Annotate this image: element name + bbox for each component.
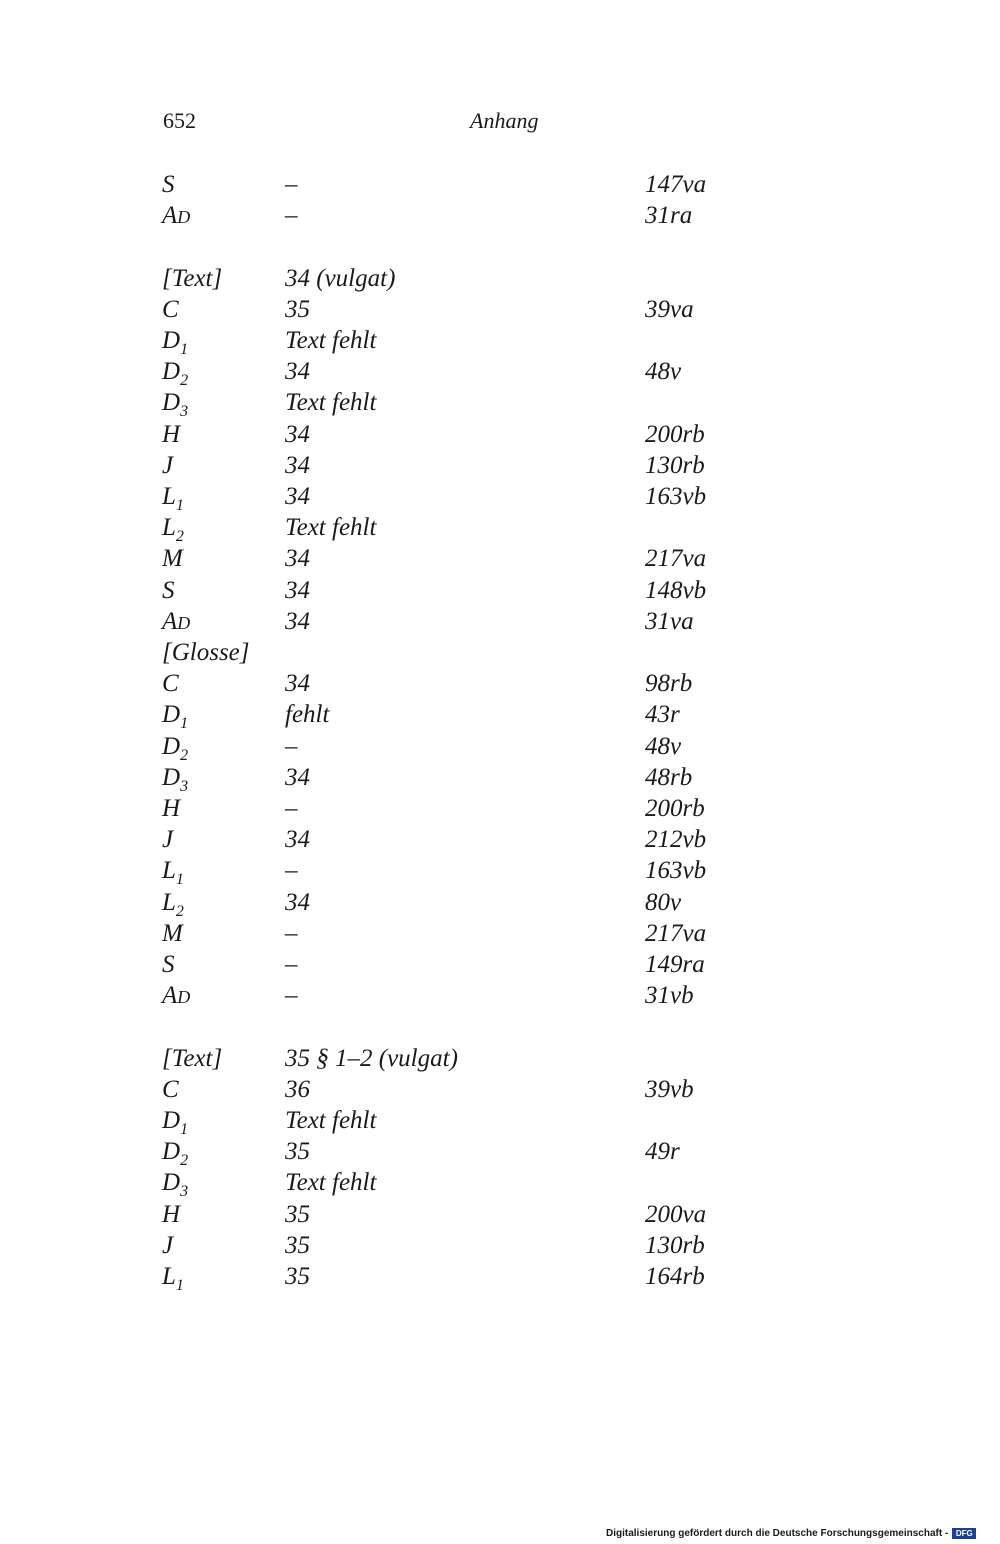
folio-cell: 164rb bbox=[645, 1263, 705, 1290]
siglum-cell bbox=[162, 762, 188, 796]
siglum-cell bbox=[162, 980, 190, 1013]
siglum-cell bbox=[162, 325, 188, 359]
siglum-cell bbox=[162, 263, 222, 294]
siglum-subscript: 1 bbox=[175, 871, 184, 889]
siglum-letter: D bbox=[162, 763, 181, 791]
chapter-ref-cell: Text fehlt bbox=[285, 327, 377, 354]
siglum-letter: L bbox=[162, 514, 176, 542]
table-row bbox=[0, 1043, 1000, 1074]
siglum-cell bbox=[162, 1136, 188, 1170]
siglum-letter: M bbox=[162, 919, 183, 947]
folio-cell: 49r bbox=[645, 1138, 680, 1166]
siglum-subscript: 3 bbox=[180, 777, 189, 795]
folio-cell: 39va bbox=[645, 295, 694, 323]
chapter-ref-cell: 34 bbox=[285, 576, 310, 604]
siglum-letter: D bbox=[162, 701, 181, 729]
folio-cell: 149ra bbox=[645, 951, 705, 978]
folio-cell: 200rb bbox=[645, 420, 705, 448]
siglum-cell bbox=[162, 387, 188, 421]
siglum-cell bbox=[162, 637, 250, 668]
siglum-letter: D bbox=[162, 327, 181, 354]
table-row bbox=[0, 450, 1000, 481]
folio-cell: 200va bbox=[645, 1200, 707, 1228]
table-row bbox=[0, 1011, 1000, 1042]
folio-cell: 48v bbox=[645, 732, 682, 760]
table-row bbox=[0, 668, 1000, 699]
folio-cell: 31ra bbox=[645, 202, 693, 230]
table-row bbox=[0, 387, 1000, 421]
siglum-subscript: 1 bbox=[175, 1277, 184, 1294]
siglum-cell bbox=[162, 1074, 179, 1105]
siglum-letter: H bbox=[162, 795, 181, 822]
folio-cell: 217va bbox=[645, 919, 707, 947]
siglum-smallcaps: D bbox=[177, 612, 191, 633]
siglum-subscript: 3 bbox=[180, 1183, 189, 1201]
chapter-ref-cell: 34 bbox=[285, 483, 310, 510]
chapter-ref-cell: 35 bbox=[285, 1263, 310, 1290]
table-row bbox=[0, 481, 1000, 512]
table-row bbox=[0, 949, 1000, 980]
table-row bbox=[0, 1136, 1000, 1170]
chapter-ref-cell: 34 bbox=[285, 607, 310, 635]
folio-cell: 48rb bbox=[645, 763, 693, 791]
chapter-ref-cell: 34 bbox=[285, 888, 310, 916]
chapter-ref-cell: Text fehlt bbox=[285, 389, 377, 417]
siglum-letter: D bbox=[162, 732, 181, 760]
siglum-subscript: 2 bbox=[180, 372, 189, 390]
folio-cell: 80v bbox=[645, 888, 682, 916]
siglum-cell bbox=[162, 1167, 188, 1201]
folio-cell: 43r bbox=[645, 701, 680, 729]
chapter-ref-cell: 34 (vulgat) bbox=[285, 264, 396, 292]
siglum-cell bbox=[162, 1199, 180, 1230]
folio-cell: 98rb bbox=[645, 670, 693, 698]
siglum-letter: C bbox=[162, 670, 179, 698]
siglum-letter: S bbox=[162, 171, 175, 198]
siglum-smallcaps: D bbox=[177, 207, 191, 228]
table-row bbox=[0, 1230, 1000, 1261]
siglum-letter: D bbox=[162, 358, 181, 386]
siglum-letter: J bbox=[162, 1231, 174, 1259]
table-row bbox=[0, 231, 1000, 262]
chapter-ref-cell: Text fehlt bbox=[285, 1107, 377, 1134]
chapter-ref-cell: 34 bbox=[285, 826, 310, 854]
siglum-cell bbox=[162, 1261, 184, 1295]
footer-credit: Digitalisierung gefördert durch die Deutsche Forschungsgemeinschaft - bbox=[606, 1527, 949, 1539]
folio-cell: 200rb bbox=[645, 795, 705, 822]
siglum-letter: H bbox=[162, 420, 181, 448]
siglum-cell bbox=[162, 481, 184, 515]
siglum-cell bbox=[162, 169, 175, 200]
chapter-ref-cell: 34 bbox=[285, 545, 310, 573]
table-row bbox=[0, 543, 1000, 574]
siglum-cell bbox=[162, 824, 173, 855]
chapter-ref-cell: Text fehlt bbox=[285, 514, 377, 542]
siglum-cell bbox=[162, 1105, 188, 1139]
chapter-ref-cell: 35 bbox=[285, 295, 310, 323]
siglum-cell bbox=[162, 606, 190, 639]
folio-cell: 130rb bbox=[645, 451, 705, 479]
table-row bbox=[0, 263, 1000, 294]
siglum-subscript: 1 bbox=[175, 497, 184, 514]
siglum-cell bbox=[162, 793, 180, 824]
siglum-cell bbox=[162, 356, 188, 390]
siglum-cell bbox=[162, 200, 190, 233]
chapter-ref-cell: 34 bbox=[285, 358, 310, 386]
siglum-cell bbox=[162, 419, 180, 450]
siglum-subscript: 3 bbox=[180, 403, 189, 421]
siglum-subscript: 2 bbox=[175, 902, 184, 920]
siglum-letter: S bbox=[162, 951, 175, 978]
siglum-letter: L bbox=[162, 857, 176, 885]
chapter-ref-cell: – bbox=[285, 732, 298, 760]
folio-cell: 163vb bbox=[645, 857, 707, 885]
table-row bbox=[0, 325, 1000, 356]
table-row bbox=[0, 356, 1000, 390]
chapter-ref-cell: 35 § 1–2 (vulgat) bbox=[285, 1044, 458, 1072]
siglum-letter: H bbox=[162, 1200, 181, 1228]
siglum-cell bbox=[162, 512, 184, 546]
chapter-ref-cell: 36 bbox=[285, 1075, 310, 1103]
table-row bbox=[0, 606, 1000, 637]
chapter-ref-cell: 34 bbox=[285, 451, 310, 479]
table-row bbox=[0, 1105, 1000, 1136]
siglum-cell bbox=[162, 450, 173, 481]
siglum-subscript: 2 bbox=[180, 746, 189, 764]
table-row bbox=[0, 575, 1000, 606]
chapter-ref-cell: 34 bbox=[285, 420, 310, 448]
siglum-letter: M bbox=[162, 545, 183, 573]
folio-cell: 39vb bbox=[645, 1075, 694, 1103]
table-row bbox=[0, 980, 1000, 1011]
siglum-cell bbox=[162, 294, 179, 325]
siglum-letter: C bbox=[162, 1075, 179, 1103]
siglum-letter: A bbox=[162, 607, 178, 635]
siglum-cell bbox=[162, 1043, 222, 1074]
siglum-cell bbox=[162, 731, 188, 765]
folio-cell: 147va bbox=[645, 171, 707, 198]
siglum-subscript: 1 bbox=[180, 715, 189, 733]
table-row bbox=[0, 793, 1000, 824]
table-row bbox=[0, 512, 1000, 546]
chapter-ref-cell: – bbox=[285, 857, 298, 885]
chapter-ref-cell: 35 bbox=[285, 1200, 310, 1228]
siglum-letter: D bbox=[162, 1107, 181, 1134]
siglum-letter: L bbox=[162, 888, 176, 916]
chapter-ref-cell: – bbox=[285, 202, 298, 230]
siglum-subscript: 2 bbox=[175, 528, 184, 546]
chapter-ref-cell: 34 bbox=[285, 670, 310, 698]
table-row bbox=[0, 419, 1000, 450]
siglum-letter: L bbox=[162, 1263, 176, 1290]
chapter-ref-cell: Text fehlt bbox=[285, 1169, 377, 1197]
running-head: Anhang bbox=[470, 108, 539, 133]
folio-cell: 148vb bbox=[645, 576, 707, 604]
siglum-cell bbox=[162, 543, 183, 574]
table-row bbox=[0, 169, 1000, 200]
page-number: 652 bbox=[163, 108, 196, 133]
footer bbox=[606, 1526, 976, 1540]
siglum-letter: J bbox=[162, 826, 174, 854]
siglum-letter: S bbox=[162, 576, 175, 604]
siglum-smallcaps: D bbox=[177, 987, 191, 1008]
siglum-letter: [Text] bbox=[162, 1044, 223, 1072]
siglum-cell bbox=[162, 668, 179, 699]
siglum-letter: [Glosse] bbox=[162, 639, 250, 666]
table-row bbox=[0, 918, 1000, 949]
folio-cell: 217va bbox=[645, 545, 707, 573]
table-row bbox=[0, 699, 1000, 733]
siglum-cell bbox=[162, 699, 188, 733]
siglum-letter: J bbox=[162, 451, 174, 479]
siglum-cell bbox=[162, 918, 183, 949]
chapter-ref-cell: 35 bbox=[285, 1138, 310, 1166]
folio-cell: 31vb bbox=[645, 982, 694, 1010]
chapter-ref-cell: – bbox=[285, 951, 298, 978]
table-row bbox=[0, 1199, 1000, 1230]
siglum-letter: D bbox=[162, 1138, 181, 1166]
chapter-ref-cell: – bbox=[285, 982, 298, 1010]
siglum-letter: L bbox=[162, 483, 176, 510]
table-row bbox=[0, 1074, 1000, 1105]
table-row bbox=[0, 294, 1000, 325]
folio-cell: 48v bbox=[645, 358, 682, 386]
siglum-subscript: 2 bbox=[180, 1152, 189, 1170]
chapter-ref-cell: – bbox=[285, 171, 298, 198]
siglum-letter: D bbox=[162, 1169, 181, 1197]
siglum-subscript: 1 bbox=[180, 1121, 189, 1138]
table-row bbox=[0, 200, 1000, 231]
chapter-ref-cell: – bbox=[285, 919, 298, 947]
siglum-letter: [Text] bbox=[162, 264, 223, 292]
folio-cell: 163vb bbox=[645, 483, 707, 510]
siglum-cell bbox=[162, 1230, 173, 1261]
siglum-cell bbox=[162, 887, 184, 921]
table-row bbox=[0, 824, 1000, 855]
folio-cell: 31va bbox=[645, 607, 694, 635]
table-row bbox=[0, 855, 1000, 889]
siglum-letter: A bbox=[162, 982, 178, 1010]
siglum-cell bbox=[162, 575, 175, 606]
folio-cell: 212vb bbox=[645, 826, 707, 854]
chapter-ref-cell: fehlt bbox=[285, 701, 330, 729]
table-row bbox=[0, 762, 1000, 793]
table-row bbox=[0, 887, 1000, 918]
siglum-letter: D bbox=[162, 389, 181, 417]
chapter-ref-cell: – bbox=[285, 795, 298, 822]
siglum-letter: C bbox=[162, 295, 179, 323]
table-row bbox=[0, 637, 1000, 668]
dfg-logo: DFG bbox=[952, 1528, 976, 1539]
table-row bbox=[0, 1167, 1000, 1201]
siglum-cell bbox=[162, 949, 175, 980]
chapter-ref-cell: 34 bbox=[285, 763, 310, 791]
siglum-cell bbox=[162, 855, 184, 889]
chapter-ref-cell: 35 bbox=[285, 1231, 310, 1259]
table-row bbox=[0, 1261, 1000, 1292]
siglum-subscript: 1 bbox=[180, 341, 189, 358]
siglum-letter: A bbox=[162, 202, 178, 230]
folio-cell: 130rb bbox=[645, 1231, 705, 1259]
table-row bbox=[0, 731, 1000, 762]
